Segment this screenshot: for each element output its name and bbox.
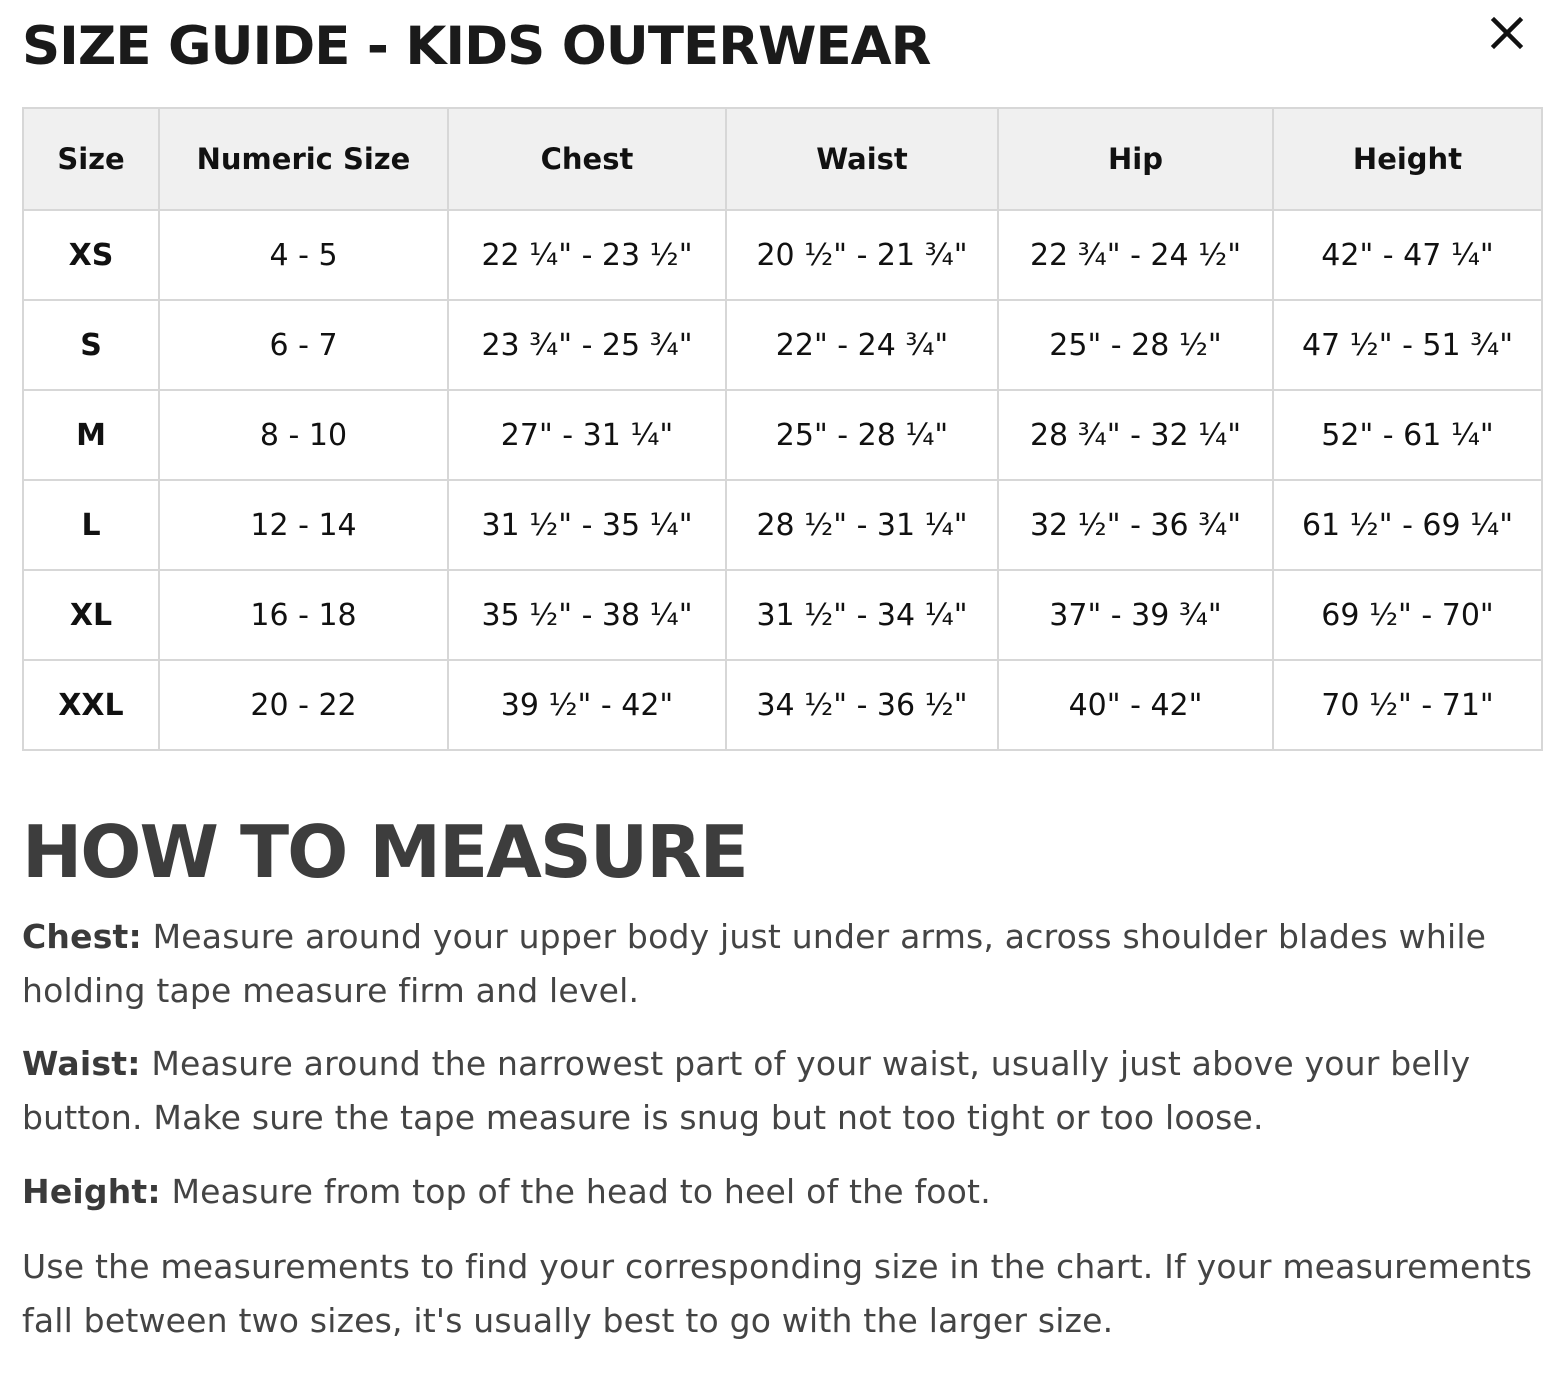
height-cell: 47 ½" - 51 ¾" xyxy=(1273,300,1542,390)
hip-cell: 25" - 28 ½" xyxy=(998,300,1273,390)
hip-cell: 22 ¾" - 24 ½" xyxy=(998,210,1273,300)
how-to-measure-heading: HOW TO MEASURE xyxy=(22,810,747,894)
size-selection-note: Use the measurements to find your corresponding size in the chart. If your measurements fall between two sizes, it's usually best to go with the larger size. xyxy=(22,1247,1533,1340)
size-cell: XXL xyxy=(23,660,159,750)
hip-cell: 40" - 42" xyxy=(998,660,1273,750)
size-chart-table xyxy=(22,107,1543,751)
chest-text: Measure around your upper body just under arms, across shoulder blades while holding tape measure firm and level. xyxy=(22,917,1487,1010)
hip-cell: 37" - 39 ¾" xyxy=(998,570,1273,660)
hip-cell: 28 ¾" - 32 ¼" xyxy=(998,390,1273,480)
close-button[interactable] xyxy=(1484,10,1530,56)
table-row xyxy=(23,570,1542,660)
modal-title: SIZE GUIDE - KIDS OUTERWEAR xyxy=(22,16,931,77)
column-header-size: Size xyxy=(23,108,159,210)
height-cell: 61 ½" - 69 ¼" xyxy=(1273,480,1542,570)
height-cell: 52" - 61 ¼" xyxy=(1273,390,1542,480)
column-header-chest: Chest xyxy=(448,108,726,210)
chest-cell: 23 ¾" - 25 ¾" xyxy=(448,300,726,390)
column-header-height: Height xyxy=(1273,108,1542,210)
column-header-hip: Hip xyxy=(998,108,1273,210)
chest-cell: 22 ¼" - 23 ½" xyxy=(448,210,726,300)
chest-cell: 39 ½" - 42" xyxy=(448,660,726,750)
height-instruction xyxy=(22,1165,1547,1219)
table-row xyxy=(23,660,1542,750)
height-text: Measure from top of the head to heel of the foot. xyxy=(160,1172,991,1211)
size-cell: S xyxy=(23,300,159,390)
height-cell: 69 ½" - 70" xyxy=(1273,570,1542,660)
table-header-row xyxy=(23,108,1542,210)
height-label: Height: xyxy=(22,1172,161,1211)
height-cell: 42" - 47 ¼" xyxy=(1273,210,1542,300)
waist-cell: 28 ½" - 31 ¼" xyxy=(726,480,998,570)
column-header-numeric-size: Numeric Size xyxy=(159,108,448,210)
chest-cell: 27" - 31 ¼" xyxy=(448,390,726,480)
table-row xyxy=(23,210,1542,300)
numeric-size-cell: 16 - 18 xyxy=(159,570,448,660)
waist-instruction xyxy=(22,1037,1547,1145)
table-row xyxy=(23,480,1542,570)
size-cell: XS xyxy=(23,210,159,300)
numeric-size-cell: 6 - 7 xyxy=(159,300,448,390)
waist-label: Waist: xyxy=(22,1044,141,1083)
column-header-waist: Waist xyxy=(726,108,998,210)
numeric-size-cell: 12 - 14 xyxy=(159,480,448,570)
waist-text: Measure around the narrowest part of your waist, usually just above your belly button. Make sure the tape measure is snug but not too tight or too loose. xyxy=(22,1044,1471,1137)
height-cell: 70 ½" - 71" xyxy=(1273,660,1542,750)
waist-cell: 34 ½" - 36 ½" xyxy=(726,660,998,750)
size-cell: L xyxy=(23,480,159,570)
size-cell: M xyxy=(23,390,159,480)
table-row xyxy=(23,390,1542,480)
numeric-size-cell: 20 - 22 xyxy=(159,660,448,750)
numeric-size-cell: 8 - 10 xyxy=(159,390,448,480)
chest-cell: 31 ½" - 35 ¼" xyxy=(448,480,726,570)
chest-cell: 35 ½" - 38 ¼" xyxy=(448,570,726,660)
table-row xyxy=(23,300,1542,390)
numeric-size-cell: 4 - 5 xyxy=(159,210,448,300)
chest-instruction xyxy=(22,910,1547,1018)
waist-cell: 22" - 24 ¾" xyxy=(726,300,998,390)
chest-label: Chest: xyxy=(22,917,142,956)
size-cell: XL xyxy=(23,570,159,660)
hip-cell: 32 ½" - 36 ¾" xyxy=(998,480,1273,570)
waist-cell: 31 ½" - 34 ¼" xyxy=(726,570,998,660)
waist-cell: 25" - 28 ¼" xyxy=(726,390,998,480)
waist-cell: 20 ½" - 21 ¾" xyxy=(726,210,998,300)
close-icon xyxy=(1490,16,1524,50)
